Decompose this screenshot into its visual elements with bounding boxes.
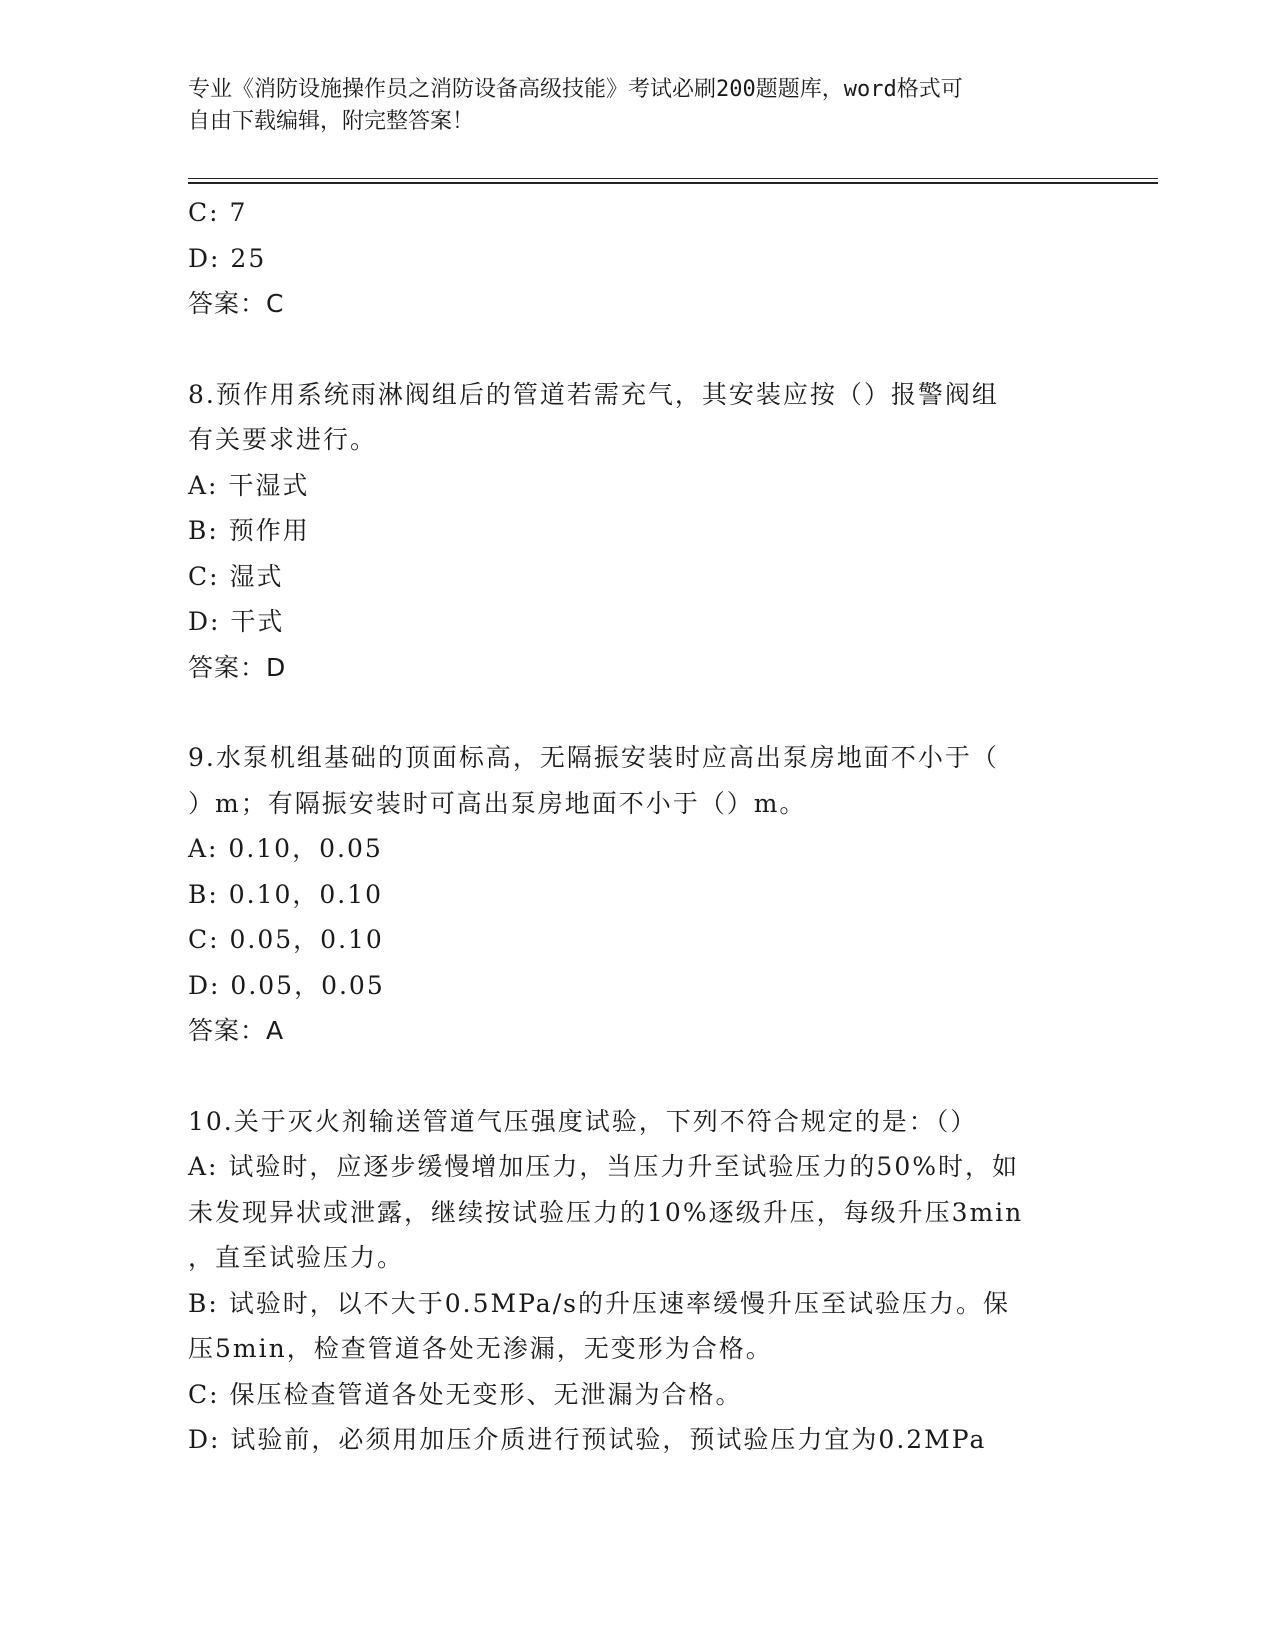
q9-stem-line-2: ）m；有隔振安装时可高出泵房地面不小于（）m。 <box>188 788 807 818</box>
q10-option-b-line-1: B: 试验时，以不大于0.5MPa/s的升压速率缓慢升压至试验压力。保 <box>188 1288 1010 1318</box>
q9-option-d: D: 0.05，0.05 <box>188 970 385 1000</box>
q10-option-c: C: 保压检查管道各处无变形、无泄漏为合格。 <box>188 1379 743 1409</box>
q8-option-b: B: 预作用 <box>188 516 310 545</box>
q7-answer: 答案：C <box>188 289 285 318</box>
header-line-2: 自由下载编辑，附完整答案！ <box>188 109 475 134</box>
q7-option-d: D: 25 <box>188 243 267 273</box>
question-7 <box>188 190 1068 327</box>
q8-stem-line-1: 8.预作用系统雨淋阀组后的管道若需充气，其安装应按（）报警阀组 <box>188 379 999 409</box>
question-list <box>188 190 1068 1463</box>
q8-stem-line-2: 有关要求进行。 <box>188 425 378 454</box>
q8-answer: 答案：D <box>188 652 287 682</box>
q10-option-a-line-1: A: 试验时，应逐步缓慢增加压力，当压力升至试验压力的50%时，如 <box>188 1152 1019 1181</box>
q10-option-a-line-2: 未发现异状或泄露，继续按试验压力的10%逐级升压，每级升压3min <box>188 1197 1024 1227</box>
document-header <box>188 74 1068 138</box>
q10-option-d: D: 试验前，必须用加压介质进行预试验，预试验压力宜为0.2MPa <box>188 1425 987 1454</box>
q10-option-a-line-3: ，直至试验压力。 <box>188 1243 405 1272</box>
q9-stem-line-1: 9.水泵机组基础的顶面标高，无隔振安装时应高出泵房地面不小于（ <box>188 743 999 772</box>
question-8 <box>188 372 1068 691</box>
q10-option-b-line-2: 压5min，检查管道各处无渗漏，无变形为合格。 <box>188 1334 773 1363</box>
spacer <box>188 1054 1068 1099</box>
q7-option-c: C: 7 <box>188 198 248 227</box>
q8-option-d: D: 干式 <box>188 607 285 636</box>
question-10 <box>188 1099 1068 1463</box>
q10-stem: 10.关于灭火剂输送管道气压强度试验，下列不符合规定的是：（） <box>188 1106 978 1136</box>
q9-option-c: C: 0.05，0.10 <box>188 925 384 954</box>
header-divider-thick <box>188 182 1158 184</box>
header-divider-thin <box>188 178 1158 179</box>
header-line-1: 专业《消防设施操作员之消防设备高级技能》考试必刷200题题库，word格式可 <box>188 77 963 102</box>
question-9 <box>188 735 1068 1054</box>
q8-option-a: A: 干湿式 <box>188 470 310 500</box>
spacer <box>188 327 1068 372</box>
q9-option-a: A: 0.10，0.05 <box>188 834 383 863</box>
q9-option-b: B: 0.10，0.10 <box>188 879 384 909</box>
q9-answer: 答案：A <box>188 1016 285 1045</box>
spacer <box>188 690 1068 735</box>
q8-option-c: C: 湿式 <box>188 561 284 591</box>
